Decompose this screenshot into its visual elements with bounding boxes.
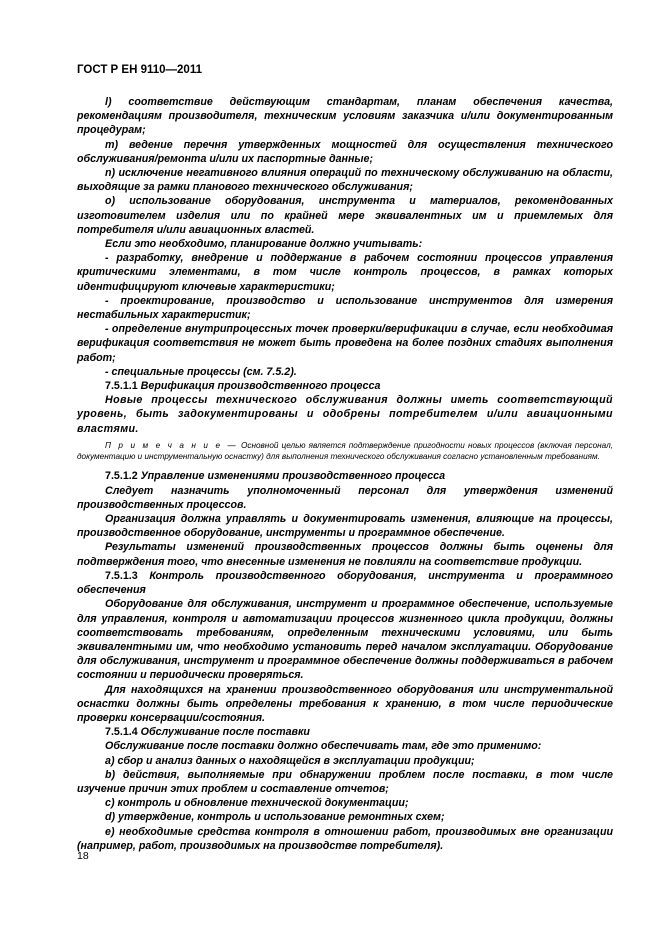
planning-item: - определение внутрипроцессных точек проверки/верификации в случае, если необходимая верификация соответствия не может быть проведена на более поздних стадиях выполнения работ; — [77, 323, 613, 364]
note-paragraph — [77, 441, 613, 463]
section-paragraph: Организация должна управлять и документировать изменения, влияющие на процессы, производственное оборудование, инструменты и программное обеспечение. — [77, 513, 613, 540]
section-paragraph: Следует назначить уполномоченный персонал для утверждения изменений производственных процессов. — [77, 484, 613, 511]
section-title: Верификация производственного процесса — [140, 380, 381, 393]
section-heading-7512 — [77, 469, 613, 483]
section-paragraph: Новые процессы технического обслуживания должны иметь соответствующий уровень, быть задокументированы и одобрены потребителем и/или авиационными властями. — [77, 394, 613, 435]
section-number: 7.5.1.1 — [105, 380, 138, 393]
section-heading-7511 — [77, 379, 613, 393]
planning-item: - проектирование, производство и использование инструментов для измерения нестабильных характеристик; — [77, 294, 613, 322]
list-item-o: o) использование оборудования, инструмента и материалов, рекомендованных изготовителем изделия или по крайней мере эквивалентных им и приемлемых для потребителя и/или авиационных властей. — [77, 195, 613, 236]
section-paragraph: Обслуживание после поставки должно обеспечивать там, где это применимо: — [105, 740, 542, 753]
list-item-n: n) исключение негативного влияния операций по техническому обслуживанию на области, выходящие за рамки планового технического обслуживания; — [77, 167, 613, 194]
section-number: 7.5.1.2 — [105, 470, 138, 483]
standard-header: ГОСТ Р ЕН 9110—2011 — [77, 64, 202, 76]
service-item-e: e) необходимые средства контроля в отношении работ, производимых вне организации (например, работ, производимых на производстве потребителя). — [77, 825, 613, 852]
section-paragraph: Для находящихся на хранении производственного оборудования или инструментальной оснастки должны быть определены требования к хранению, в том числе периодические проверки консервации/состояния. — [77, 683, 613, 724]
section-number: 7.5.1.4 — [105, 726, 138, 739]
list-item-l: l) соответствие действующим стандартам, планам обеспечения качества, рекомендациям производителя, техническим условиям заказчика и/или документированным процедурам; — [77, 96, 613, 137]
planning-item: - специальные процессы (см. 7.5.2). — [105, 365, 297, 378]
section-number: 7.5.1.3 — [105, 569, 138, 582]
section-paragraph: Оборудование для обслуживания, инструмент и программное обеспечение, используемые для управления, контроля и автоматизации процессов жизненного цикла продукции, должны соответствовать требованиям, определенным техническими условиями, или быть эквивалентными им, что необходимо установить перед началом эксплуатации. Оборудование для обслуживания, инструмент и программное обеспечение должны поддерживаться в рабочем состоянии и периодически проверяться. — [77, 598, 613, 682]
note-label: П р и м е ч а н и е — — [105, 440, 238, 450]
service-item-c: c) контроль и обновление технической документации; — [105, 797, 409, 810]
section-paragraph: Результаты изменений производственных процессов должны быть оценены для подтверждения того, что внесенные изменения не повлияли на соответствие продукции. — [77, 541, 613, 568]
planning-intro: Если это необходимо, планирование должно учитывать: — [105, 238, 423, 251]
section-title: Управление изменениями производственного процесса — [140, 470, 446, 483]
section-title: Обслуживание после поставки — [140, 726, 310, 739]
planning-item: - разработку, внедрение и поддержание в рабочем состоянии процессов управления критическими элементами, в том числе контроль процессов, в рамках которых идентифицируют ключевые характеристики; — [77, 252, 613, 293]
service-item-a: a) сбор и анализ данных о находящейся в эксплуатации продукции; — [105, 754, 475, 767]
section-title: Контроль производственного оборудования, инструмента и программного обеспечения — [77, 569, 613, 597]
page-number: 18 — [77, 850, 89, 862]
section-heading-7513 — [77, 569, 613, 597]
list-item-m: m) ведение перечня утвержденных мощностей для осуществления технического обслуживания/ремонта и/или их паспортные данные; — [77, 138, 613, 165]
note-text: Основной целью является подтверждение пригодности новых процессов (включая персонал, документацию и инструментальную оснастку) для выполнения технического обслуживания согласно установленным требованиям. — [77, 440, 613, 461]
service-item-d: d) утверждение, контроль и использование ремонтных схем; — [105, 811, 445, 824]
service-item-b: b) действия, выполняемые при обнаружении проблем после поставки, в том числе изучение причин этих проблем и составление отчетов; — [77, 768, 613, 795]
section-heading-7514 — [77, 725, 613, 739]
document-body — [77, 95, 613, 853]
